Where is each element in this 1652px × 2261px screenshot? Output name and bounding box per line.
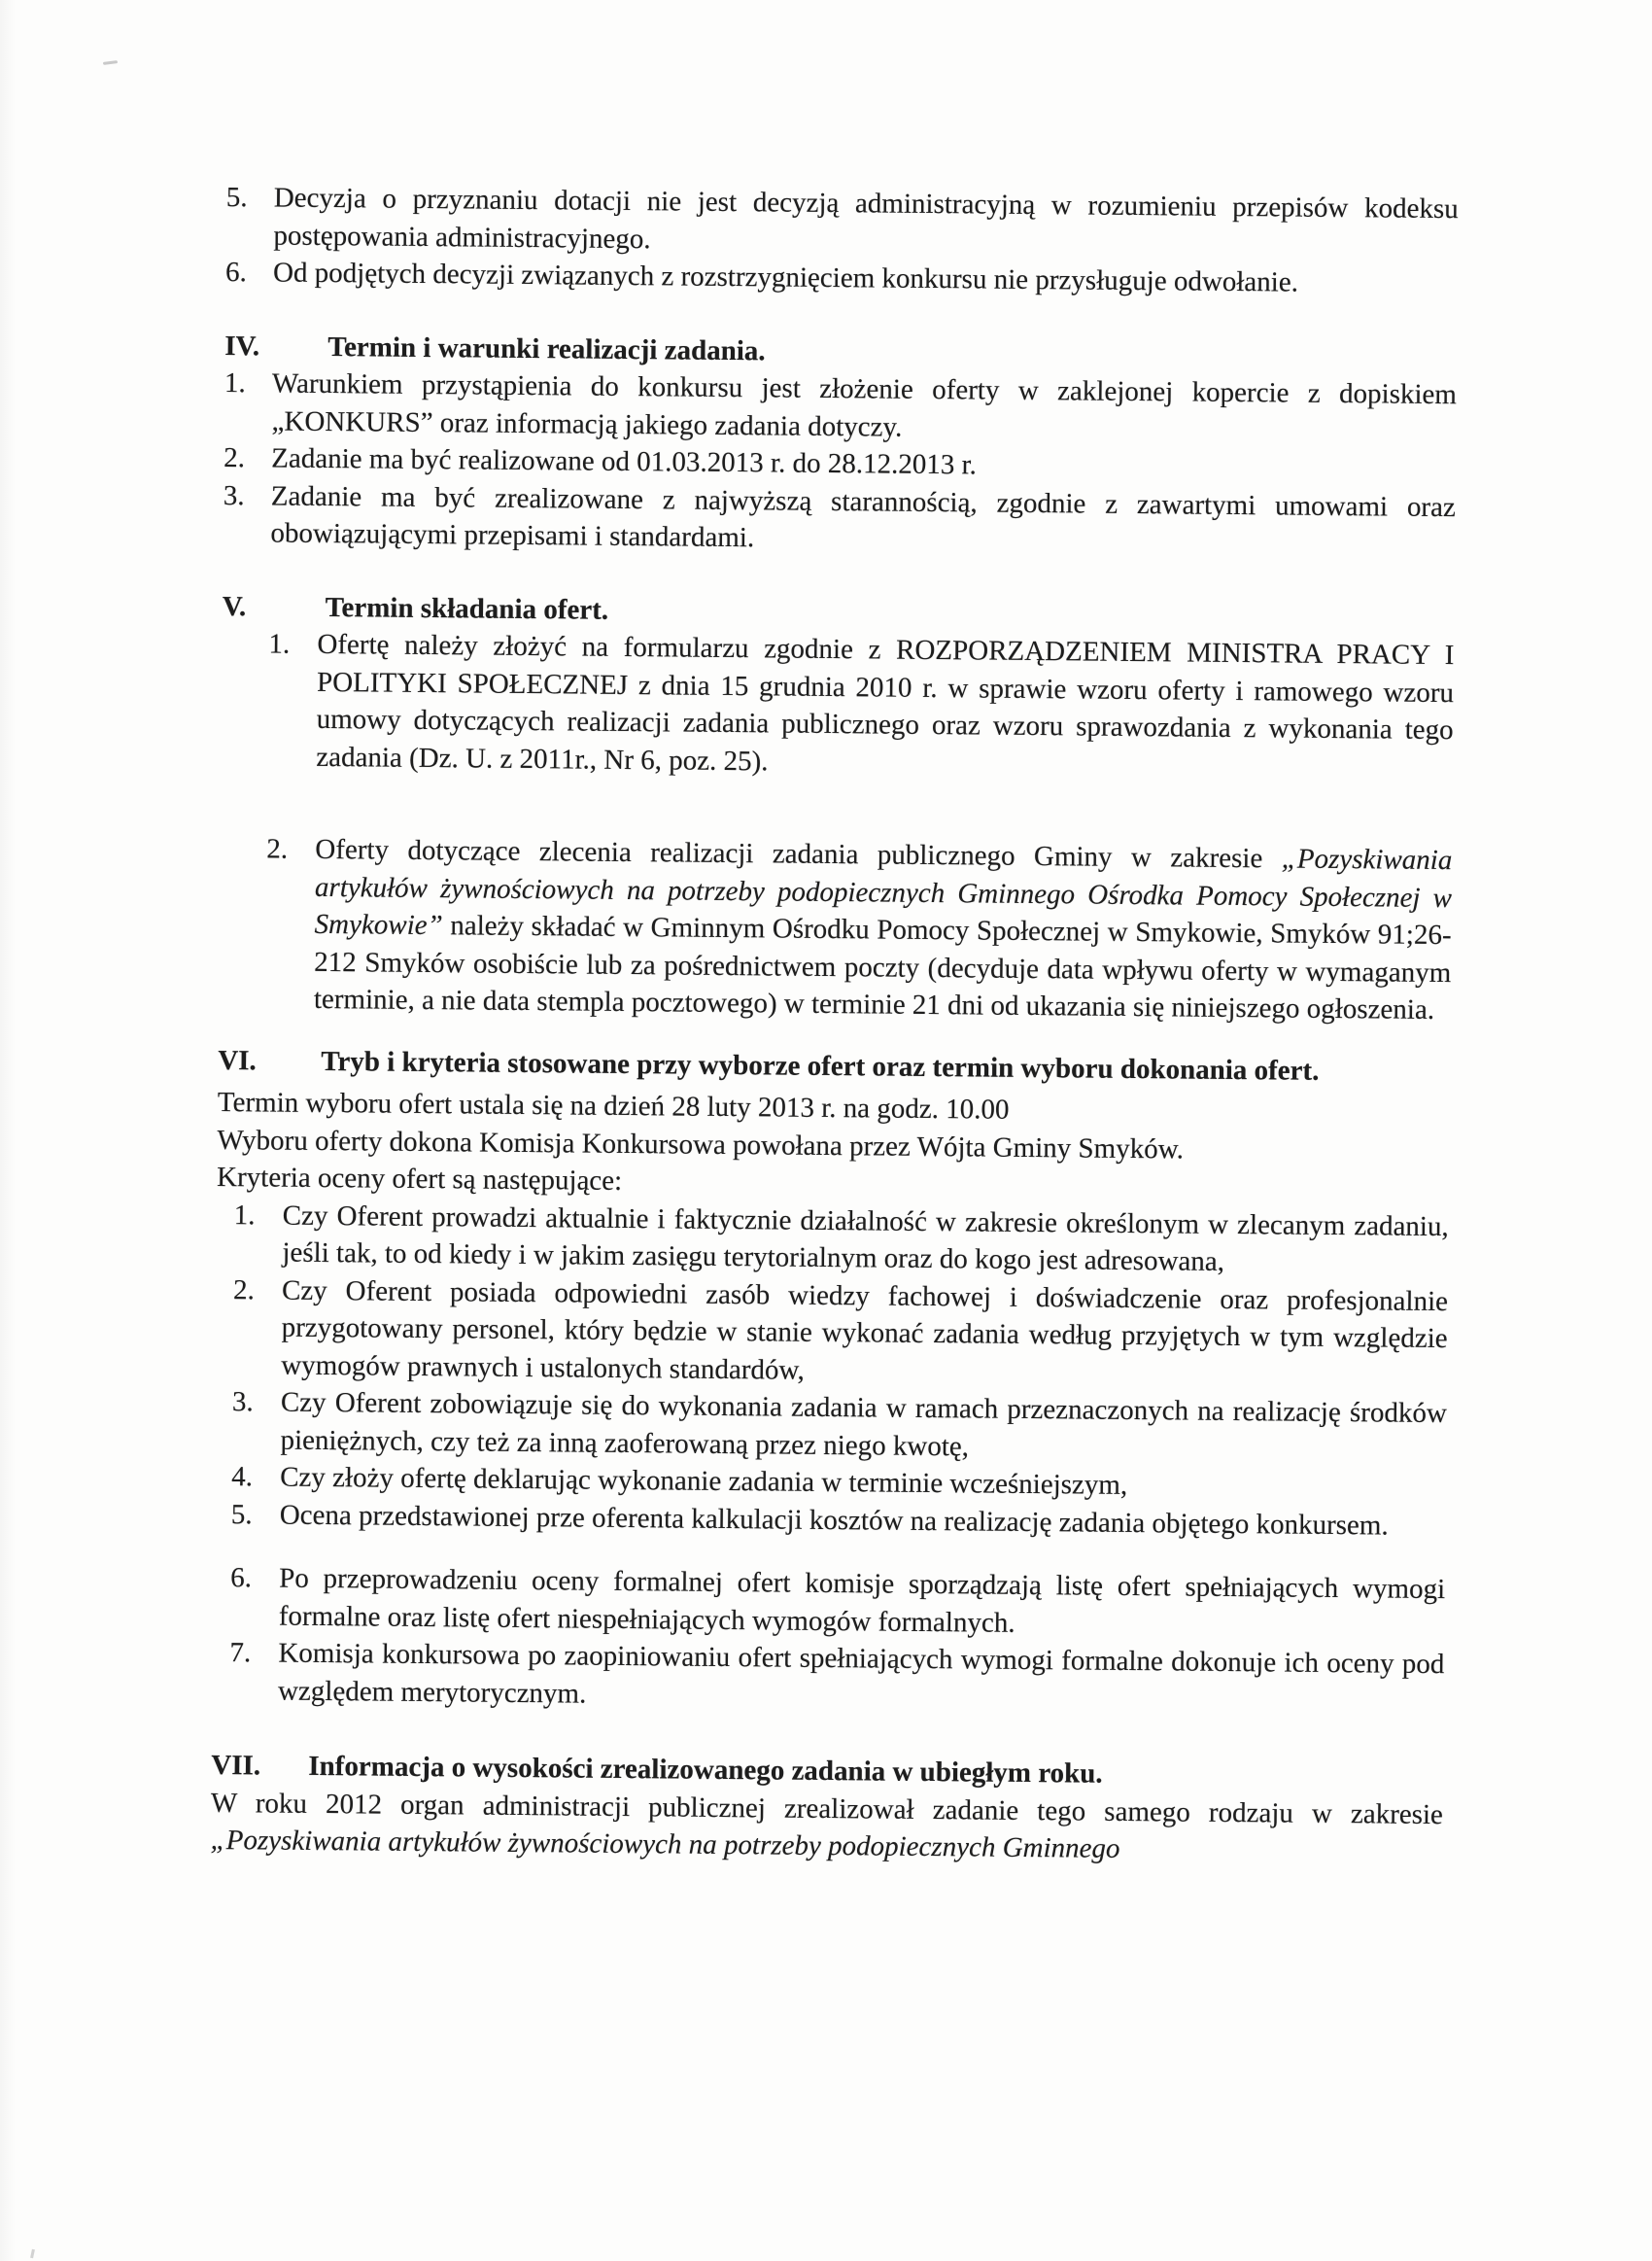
item-text: Ocena przedstawionej prze oferenta kalkulacji kosztów na realizację zadania objętego konkursem. [279, 1499, 1389, 1542]
quoted-italic-text: „Pozyskiwania artykułów żywnościowych na potrzeby podopiecznych Gminnego [210, 1824, 1120, 1864]
list-item [224, 365, 1457, 451]
item-text: Od podjętych decyzji związanych z rozstrzygnięciem konkursu nie przysługuje odwołanie. [272, 257, 1299, 298]
list-item [232, 1271, 1448, 1395]
section-vi-heading [218, 1041, 1450, 1091]
item-text: Zadanie ma być realizowane od 01.03.2013 r. do 28.12.2013 r. [271, 442, 977, 481]
list-item [231, 1383, 1447, 1470]
document-text-block [210, 179, 1459, 1871]
section-v [219, 587, 1455, 1028]
item-number: 1. [268, 628, 291, 660]
section-numeral: IV. [224, 330, 260, 362]
item-number: 3. [223, 479, 245, 511]
item-number: 6. [224, 256, 247, 289]
section-numeral: V. [222, 590, 247, 622]
item-number: 1. [224, 366, 246, 400]
scan-artifact-dash [103, 60, 118, 65]
quoted-italic-text: „Pozyskiwania artykułów żywnościowych na potrzeby podopiecznych Gminnego Ośrodka Pomocy Społecznej w Smykowie” [314, 843, 1453, 942]
section-title: Termin i warunki realizacji zadania. [327, 330, 766, 366]
item-number: 2. [232, 1273, 255, 1305]
scan-edge-shading [0, 0, 16, 2261]
item-text: Czy Oferent posiada odpowiedni zasób wiedzy fachowej i doświadczenie oraz profesjonalnie przygotowany personel, który będzie w stanie wykonać zadania według przyjętych w tym względzie wymogów prawnych i ustalonych standardów, [281, 1274, 1449, 1386]
item-text: Decyzja o przyznaniu dotacji nie jest decyzją administracyjną w rozumieniu przepisów kodeksu postępowania administracyjnego. [273, 182, 1459, 255]
section-vi-paragraphs [217, 1084, 1450, 1208]
paragraph-run: W roku 2012 organ administracji publicznej zrealizował zadanie tego samego rodzaju w zakresie [210, 1787, 1444, 1830]
item-number: 5. [225, 181, 248, 214]
item-number: 2. [266, 833, 289, 865]
list-item [230, 1559, 1446, 1646]
item-text: Czy Oferent prowadzi aktualnie i faktycznie działalność w zakresie określonym w zlecanym zadaniu, jeśli tak, to od kiedy i w jakim zasięgu terytorialnym oraz do kogo jest adresowana, [282, 1200, 1449, 1277]
section-title: Tryb i kryteria stosowane przy wyborze ofert oraz termin wyboru dokonania ofert. [321, 1045, 1320, 1087]
section-vi [212, 1041, 1451, 1721]
item-number: 4. [231, 1461, 254, 1493]
section-numeral: VII. [211, 1749, 261, 1782]
item-text: Warunkiem przystąpienia do konkursu jest złożenie oferty w zaklejonej kopercie z dopiskiem „KONKURS” oraz informacją jakiego zadania dotyczy. [271, 367, 1458, 443]
scan-artifact-corner [30, 2249, 35, 2258]
item-number: 5. [230, 1498, 253, 1530]
list-item [267, 625, 1454, 786]
list-item [265, 830, 1453, 1028]
list-item [229, 1634, 1445, 1721]
section-numeral: VI. [218, 1044, 257, 1076]
item-text: Czy złoży ofertę deklarując wykonanie zadania w terminie wcześniejszym, [280, 1461, 1128, 1501]
item-text: Czy Oferent zobowiązuje się do wykonania zadania w ramach przeznaczonych na realizację środków pieniężnych, czy też za inną zaoferowaną przez niego kwotę, [280, 1386, 1448, 1462]
section-iv [223, 327, 1457, 563]
section-title: Informacja o wysokości zrealizowanego zadania w ubiegłym roku. [308, 1750, 1103, 1790]
paragraph: Termin wyboru ofert ustala się na dzień 28 luty 2013 r. na godz. 10.00 [217, 1086, 1010, 1126]
item-number: 6. [230, 1562, 253, 1594]
paragraph: Wyboru oferty dokona Komisja Konkursowa powołana przez Wójta Gminy Smyków. [217, 1124, 1185, 1165]
section-vi-list [229, 1197, 1449, 1721]
section-title: Termin składania ofert. [325, 591, 609, 626]
item-number: 2. [224, 441, 246, 474]
list-item [223, 476, 1456, 563]
section-vii [210, 1747, 1443, 1871]
item-text: Zadanie ma być zrealizowane z najwyższą starannością, zgodnie z zawartymi umowami oraz obowiązującymi przepisami i standardami. [270, 479, 1456, 554]
item-text: Po przeprowadzeniu oceny formalnej ofert komisje sporządzają listę ofert spełniających wymogi formalne oraz listę ofert niespełniających wymogów formalnych. [278, 1562, 1446, 1639]
item-text [314, 831, 1453, 1029]
section-v-list [265, 625, 1455, 1028]
list-item [233, 1197, 1449, 1283]
item-number: 7. [229, 1637, 252, 1669]
paragraph: Kryteria oceny ofert są następujące: [216, 1161, 623, 1197]
item-text: Ofertę należy złożyć na formularzu zgodnie z ROZPORZĄDZENIEM MINISTRA PRACY I POLITYKI SPOŁECZNEJ z dnia 15 grudnia 2010 r. w sprawie wzoru oferty i ramowego wzoru umowy dotyczących realizacji zadania publicznego oraz wzoru sprawozdania z wykonania tego zadania (Dz. U. z 2011r., Nr 6, poz. 25). [316, 628, 1455, 777]
item-text-run: należy składać w Gminnym Ośrodku Pomocy Społecznej w Smykowie, Smyków 91;26-212 Smyków osobiście lub za pośrednictwem poczty (decyduje data wpływu oferty w wymaganym terminie, a nie data stempla pocztowego) w terminie 21 dni od ukazania się niniejszego ogłoszenia. [313, 910, 1452, 1026]
item-number: 3. [231, 1386, 254, 1418]
paragraph [210, 1784, 1443, 1870]
item-text: Komisja konkursowa po zaopiniowaniu ofert spełniających wymogi formalne dokonuje ich oceny pod względem merytorycznym. [277, 1637, 1445, 1710]
list-item-5 [225, 179, 1459, 265]
item-number: 1. [233, 1199, 256, 1231]
item-text-run: Oferty dotyczące zlecenia realizacji zadania publicznego Gminy w zakresie [315, 833, 1282, 875]
